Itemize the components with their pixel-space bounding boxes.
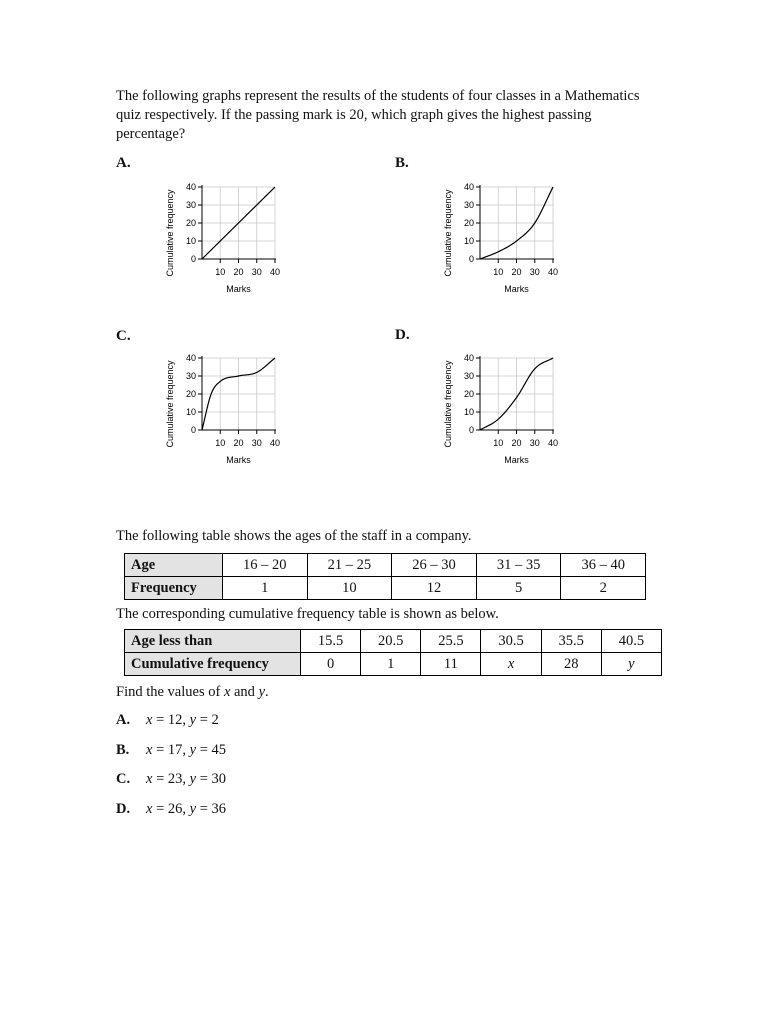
graph-b: [438, 172, 568, 302]
prompt-text: and: [230, 684, 259, 700]
answer-x-value: 17: [167, 742, 183, 758]
answer-letter: D.: [116, 801, 131, 817]
answer-sep: ,: [182, 742, 190, 758]
answer-x-value: 12: [167, 712, 183, 728]
y-tick-label: 30: [463, 371, 474, 381]
graph-c: [160, 343, 290, 473]
answer-eq: =: [196, 712, 212, 728]
table-cell: 1: [361, 653, 421, 676]
table-row: [125, 554, 646, 577]
table-cell: 30.5: [481, 630, 541, 653]
x-tick-label: 20: [233, 267, 244, 277]
answer-eq: =: [152, 712, 168, 728]
answer-letter: C.: [116, 771, 131, 787]
x-axis-label: Marks: [226, 455, 251, 465]
prompt-var-y: y: [258, 684, 265, 700]
answer-x-value: 23: [167, 771, 183, 787]
answer-y-value: 30: [211, 771, 226, 787]
x-tick-label: 10: [493, 438, 504, 448]
table-row: [125, 577, 646, 600]
table-row: [125, 653, 662, 676]
row-header-frequency: Frequency: [125, 577, 223, 600]
y-tick-label: 40: [185, 182, 196, 192]
question-2-intro: The following table shows the ages of the staff in a company.: [116, 528, 472, 544]
y-tick-label: 20: [463, 218, 474, 228]
answer-eq: =: [196, 742, 212, 758]
x-axis-label: Marks: [504, 284, 529, 294]
answer-var-x: x: [146, 771, 153, 787]
x-tick-label: 30: [529, 438, 540, 448]
table-cell: 2: [561, 577, 646, 600]
answer-var-x: x: [146, 742, 153, 758]
answer-y-value: 36: [211, 801, 226, 817]
x-tick-label: 20: [511, 438, 522, 448]
option-d-label: D.: [395, 327, 410, 343]
answer-y-value: 2: [211, 712, 219, 728]
prompt-text: .: [265, 684, 269, 700]
table-cell: 40.5: [601, 630, 661, 653]
row-header-age-less-than: Age less than: [125, 630, 301, 653]
y-tick-label: 20: [463, 389, 474, 399]
x-axis-label: Marks: [504, 455, 529, 465]
cumulative-frequency-graph: [438, 343, 568, 468]
x-tick-label: 10: [215, 267, 226, 277]
answer-option-b: [116, 742, 226, 759]
y-tick-label: 0: [190, 254, 196, 264]
question-1-text: The following graphs represent the results of the students of four classes in a Mathematics quiz respectively. If the passing mark is 20, which graph gives the highest passing percentage?: [116, 88, 640, 142]
x-axis-label: Marks: [226, 284, 251, 294]
answer-letter: B.: [116, 742, 130, 758]
answer-option-a: [116, 712, 219, 729]
x-tick-label: 20: [233, 438, 244, 448]
answer-var-x: x: [146, 801, 153, 817]
x-tick-label: 40: [269, 267, 281, 277]
graph-d: [438, 343, 568, 473]
y-tick-label: 20: [185, 218, 196, 228]
x-tick-label: 40: [547, 438, 559, 448]
x-tick-label: 30: [251, 438, 262, 448]
answer-sep: ,: [182, 712, 190, 728]
frequency-table: [124, 553, 646, 600]
variable-y: y: [628, 655, 635, 672]
row-header-cumulative-frequency: Cumulative frequency: [125, 653, 301, 676]
y-tick-label: 40: [463, 353, 474, 363]
y-tick-label: 0: [468, 254, 474, 264]
answer-eq: =: [152, 742, 168, 758]
y-tick-label: 0: [190, 425, 196, 435]
option-c-label: C.: [116, 328, 131, 344]
y-tick-label: 20: [185, 389, 196, 399]
table-cell: 1: [223, 577, 308, 600]
y-tick-label: 40: [463, 182, 474, 192]
table-cell: 0: [301, 653, 361, 676]
answer-eq: =: [152, 771, 168, 787]
prompt-var-x: x: [223, 684, 231, 700]
answer-letter: A.: [116, 712, 131, 728]
answer-eq: =: [196, 801, 212, 817]
table-cell: 21 – 25: [307, 554, 392, 577]
y-tick-label: 10: [185, 236, 196, 246]
answer-y-value: 45: [211, 742, 226, 758]
table-cell: 20.5: [361, 630, 421, 653]
answer-x-value: 26: [167, 801, 183, 817]
table-cell: 12: [392, 577, 477, 600]
graph-a: [160, 172, 290, 302]
x-tick-label: 20: [511, 267, 522, 277]
y-axis-label: Cumulative frequency: [165, 189, 175, 277]
x-tick-label: 40: [269, 438, 281, 448]
answer-option-d: [116, 801, 226, 818]
y-tick-label: 0: [468, 425, 474, 435]
table-cell: 25.5: [421, 630, 481, 653]
x-tick-label: 30: [251, 267, 262, 277]
y-axis-label: Cumulative frequency: [443, 360, 453, 448]
y-axis-label: Cumulative frequency: [443, 189, 453, 277]
y-tick-label: 10: [463, 236, 474, 246]
y-tick-label: 30: [185, 371, 196, 381]
y-tick-label: 30: [463, 200, 474, 210]
x-tick-label: 10: [215, 438, 226, 448]
table-cell: 16 – 20: [223, 554, 308, 577]
x-tick-label: 10: [493, 267, 504, 277]
table-cell: 11: [421, 653, 481, 676]
x-tick-label: 30: [529, 267, 540, 277]
answer-var-y: y: [189, 801, 197, 817]
y-tick-label: 30: [185, 200, 196, 210]
cumulative-frequency-table: [124, 629, 662, 676]
cumulative-table-note: The corresponding cumulative frequency table is shown as below.: [116, 606, 499, 622]
cumulative-frequency-graph: [160, 172, 290, 297]
table-cell: [601, 653, 661, 676]
answer-var-x: x: [146, 712, 153, 728]
answer-sep: ,: [182, 771, 190, 787]
table-row: [125, 630, 662, 653]
prompt-text: Find the values of: [116, 684, 224, 700]
y-tick-label: 10: [185, 407, 196, 417]
answer-eq: =: [196, 771, 212, 787]
option-b-label: B.: [395, 155, 409, 171]
table-cell: 36 – 40: [561, 554, 646, 577]
y-tick-label: 40: [185, 353, 196, 363]
y-tick-label: 10: [463, 407, 474, 417]
table-cell: [481, 653, 541, 676]
answer-sep: ,: [182, 801, 190, 817]
answer-eq: =: [152, 801, 168, 817]
option-a-label: A.: [116, 155, 131, 171]
variable-x: x: [507, 655, 515, 672]
table-cell: 31 – 35: [476, 554, 561, 577]
answer-var-y: y: [189, 742, 197, 758]
cumulative-frequency-graph: [438, 172, 568, 297]
x-tick-label: 40: [547, 267, 559, 277]
table-cell: 5: [476, 577, 561, 600]
table-cell: 35.5: [541, 630, 601, 653]
answer-var-y: y: [189, 712, 197, 728]
question-2-prompt: [116, 684, 269, 701]
answer-var-y: y: [189, 771, 197, 787]
table-cell: 28: [541, 653, 601, 676]
answer-option-c: [116, 771, 226, 788]
cumulative-frequency-graph: [160, 343, 290, 468]
y-axis-label: Cumulative frequency: [165, 360, 175, 448]
table-cell: 10: [307, 577, 392, 600]
row-header-age: Age: [125, 554, 223, 577]
table-cell: 15.5: [301, 630, 361, 653]
table-cell: 26 – 30: [392, 554, 477, 577]
